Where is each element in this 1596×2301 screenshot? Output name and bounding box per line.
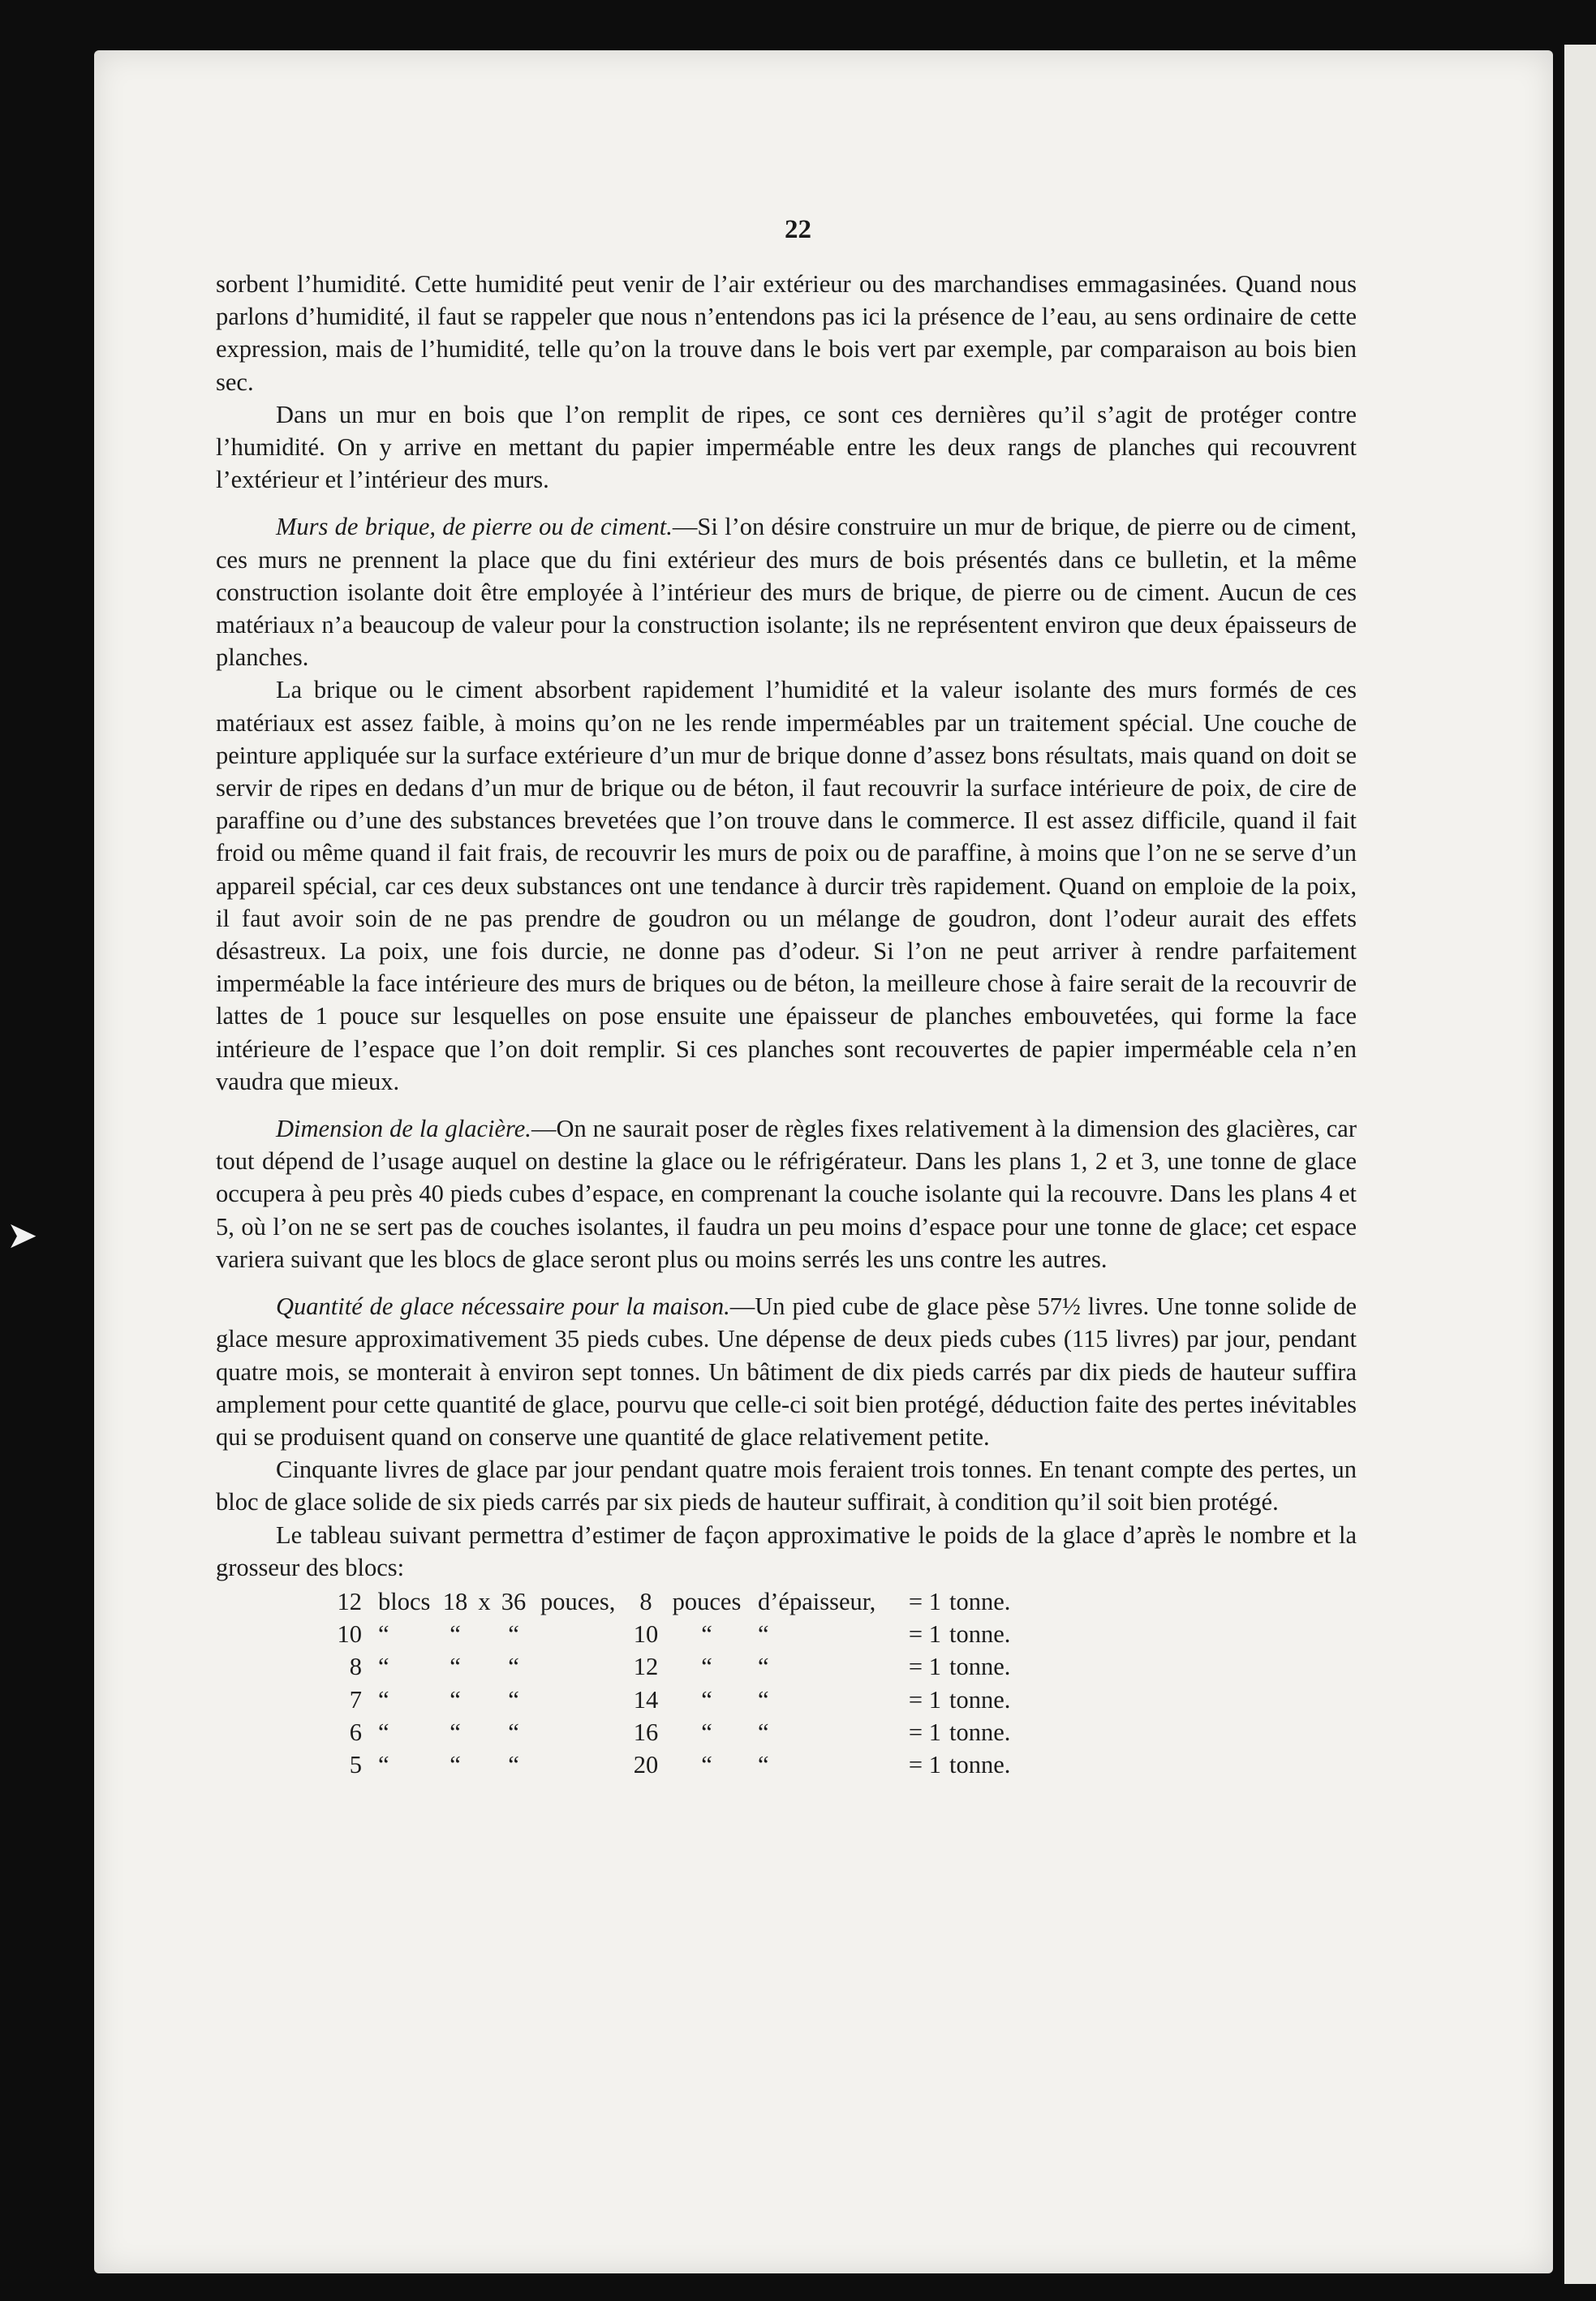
table-cell: 20 — [633, 1750, 659, 1778]
table-cell: tonne. — [949, 1718, 1011, 1746]
table-cell: = 1 — [908, 1620, 941, 1649]
paragraph-text: —On ne saurait poser de règles fixes relativement à la dimension des glacières, car tout dépend de l’usage auquel on destine la glace ou le réfrigérateur. Dans les plans 1, 2 et 3, une tonne de glace occupera à peu près 40 pieds cubes d’espace, en comprenant la couche isolante qui la recouvre. Dans les plans 4 et 5, où l’on ne se sert pas de couches isolantes, il faudra un peu moins d’espace pour une tonne de glace; cet espace variera suivant que les blocs de glace seront plus ou moins serrés les uns contre les autres. — [216, 1115, 1357, 1273]
paragraph-heading: Dimension de la glacière. — [276, 1115, 531, 1143]
table-cell: = 1 — [908, 1718, 941, 1746]
adjacent-page-edge — [1564, 45, 1596, 2284]
table-cell: “ — [450, 1620, 461, 1649]
table-cell — [475, 1684, 493, 1716]
table-cell: tonne. — [949, 1620, 1011, 1649]
table-cell: pouces, — [540, 1587, 616, 1615]
table-cell: 36 — [501, 1587, 527, 1615]
paragraph-text: Le tableau suivant permettra d’estimer de façon approximative le poids de la glace d’après le nombre et la grosseur des blocs: — [216, 1520, 1357, 1581]
table-row — [328, 1684, 1047, 1716]
table-cell: “ — [378, 1653, 389, 1681]
paragraph — [216, 1453, 1357, 1518]
ice-block-table — [328, 1585, 1047, 1781]
table-cell: “ — [758, 1718, 769, 1746]
table-cell: 10 — [337, 1620, 362, 1649]
table-cell: “ — [450, 1750, 461, 1778]
paragraph-heading: Murs de brique, de pierre ou de ciment. — [276, 513, 673, 541]
table-cell: “ — [758, 1750, 769, 1778]
table-cell: d’épaisseur, — [758, 1587, 876, 1615]
page-number: 22 — [785, 215, 811, 244]
table-cell: tonne. — [949, 1653, 1011, 1681]
body-text — [216, 268, 1357, 1781]
table-cell: 12 — [633, 1653, 659, 1681]
table-cell — [534, 1716, 630, 1748]
table-cell: “ — [758, 1685, 769, 1714]
table-cell: “ — [378, 1620, 389, 1649]
paragraph-text: —Un pied cube de glace pèse 57½ livres. Une tonne solide de glace mesure approximativement 35 pieds cubes. Une dépense de deux pieds cubes (115 livres) par jour, pendant quatre mois, se monterait à environ sept tonnes. Un bâtiment de dix pieds carrés par dix pieds de hauteur suffira amplement pour cette quantité de glace, pourvu que celle-ci soit bien protégé, déduction faite des pertes inévitables qui se produisent quand on conserve une quantité de glace relativement petite. — [216, 1292, 1357, 1451]
table-cell: “ — [758, 1653, 769, 1681]
table-row — [328, 1650, 1047, 1683]
table-cell: 14 — [633, 1685, 659, 1714]
table-cell: “ — [701, 1718, 712, 1746]
table-cell: “ — [701, 1750, 712, 1778]
paragraph — [216, 1290, 1357, 1453]
paragraph-text: Cinquante livres de glace par jour pendant quatre mois feraient trois tonnes. En tenant compte des pertes, un bloc de glace solide de six pieds carrés par six pieds de hauteur suffirait, à condition qu’il soit bien protégé. — [216, 1456, 1357, 1516]
paragraph-text: sorbent l’humidité. Cette humidité peut venir de l’air extérieur ou des marchandises emmagasinées. Quand nous parlons d’humidité, il faut se rappeler que nous n’entendons pas ici la présence de l’eau, au sens ordinaire de cette expression, mais de l’humidité, telle qu’on la trouve dans le bois vert par exemple, par comparaison au bois bien sec. — [216, 270, 1357, 396]
table-cell: “ — [701, 1653, 712, 1681]
table-cell: tonne. — [949, 1685, 1011, 1714]
paragraph-heading: Quantité de glace nécessaire pour la maison. — [276, 1292, 730, 1321]
table-row — [328, 1716, 1047, 1748]
table-cell — [475, 1748, 493, 1781]
table-cell: 18 — [442, 1587, 468, 1615]
paragraph — [216, 1112, 1357, 1275]
table-cell: 10 — [633, 1620, 659, 1649]
paragraph — [216, 510, 1357, 673]
paragraph — [216, 398, 1357, 497]
table-cell: “ — [508, 1718, 519, 1746]
table-row — [328, 1618, 1047, 1650]
table-cell: “ — [378, 1750, 389, 1778]
table-cell: blocs — [378, 1587, 431, 1615]
table-cell: “ — [701, 1685, 712, 1714]
table-row — [328, 1585, 1047, 1618]
table-cell: tonne. — [949, 1750, 1011, 1778]
scan-artifact-mark: ➤ — [6, 1215, 38, 1256]
table-cell — [475, 1716, 493, 1748]
table-cell: “ — [450, 1685, 461, 1714]
table-cell: “ — [508, 1620, 519, 1649]
table-cell: “ — [378, 1685, 389, 1714]
table-cell: = 1 — [908, 1750, 941, 1778]
table-cell: 5 — [349, 1750, 362, 1778]
table-cell — [534, 1684, 630, 1716]
table-cell: “ — [508, 1653, 519, 1681]
table-cell: pouces — [672, 1587, 742, 1615]
paragraph — [216, 1519, 1357, 1584]
table-cell: tonne. — [949, 1587, 1011, 1615]
table-cell: = 1 — [908, 1587, 941, 1615]
table-cell: “ — [508, 1685, 519, 1714]
paragraph — [216, 268, 1357, 398]
table-cell: “ — [450, 1653, 461, 1681]
paragraph-text: La brique ou le ciment absorbent rapidement l’humidité et la valeur isolante des murs formés de ces matériaux est assez faible, à moins qu’on ne les rende imperméables par un traitement spécial. Une couche de peinture appliquée sur la surface extérieure d’un mur de brique donne d’assez bons résultats, mais quand on doit se servir de ripes en dedans d’un mur de brique ou de béton, il faut recouvrir la surface intérieure de poix, de cire de paraffine ou d’une des substances brevetées que l’on trouve dans le commerce. Il est assez difficile, quand il fait froid ou même quand il fait frais, de recouvrir les murs de poix ou de paraffine, à moins que l’on ne se serve d’un appareil spécial, car ces deux substances ont une tendance à durcir très rapidement. Quand on emploie de la poix, il faut avoir soin de ne pas prendre de goudron ou un mélange de goudron, dont l’odeur aurait des effets désastreux. La poix, une fois durcie, ne donne pas d’odeur. Si l’on ne peut arriver à rendre parfaitement imperméable la face intérieure des murs de briques ou de béton, la meilleure chose à faire serait de la recouvrir de lattes de 1 pouce sur lesquelles on pose ensuite une épaisseur de planches embouvetées, qui forme la face intérieure de l’espace que l’on doit remplir. Si ces planches sont recouvertes de papier imperméable cela n’en vaudra que mieux. — [216, 676, 1357, 1095]
table-cell: “ — [508, 1750, 519, 1778]
paragraph — [216, 673, 1357, 1098]
table-cell — [534, 1650, 630, 1683]
table-cell: 8 — [639, 1587, 652, 1615]
table-cell: 8 — [349, 1653, 362, 1681]
table-cell: 12 — [337, 1587, 362, 1615]
table-cell: “ — [701, 1620, 712, 1649]
table-cell — [475, 1618, 493, 1650]
table-cell: x — [478, 1587, 491, 1615]
table-cell: “ — [378, 1718, 389, 1746]
table-cell: “ — [450, 1718, 461, 1746]
table-cell: = 1 — [908, 1653, 941, 1681]
table-cell: 7 — [349, 1685, 362, 1714]
table-row — [328, 1748, 1047, 1781]
table-cell: “ — [758, 1620, 769, 1649]
table-cell: = 1 — [908, 1685, 941, 1714]
paragraph-text: Dans un mur en bois que l’on remplit de ripes, ce sont ces dernières qu’il s’agit de protéger contre l’humidité. On y arrive en mettant du papier imperméable entre les deux rangs de planches qui recouvrent l’extérieur et l’intérieur des murs. — [216, 400, 1357, 494]
table-cell: 16 — [633, 1718, 659, 1746]
table-cell — [475, 1650, 493, 1683]
table-cell: 6 — [349, 1718, 362, 1746]
paragraph-text: —Si l’on désire construire un mur de brique, de pierre ou de ciment, ces murs ne prennent la place que du fini extérieur des murs de bois présentés dans ce bulletin, et la même construction isolante doit être employée à l’intérieur des murs de brique, de pierre ou de ciment. Aucun de ces matériaux n’a beaucoup de valeur pour la construction isolante; ils ne représentent environ que deux épaisseurs de planches. — [216, 513, 1357, 672]
table-cell — [534, 1748, 630, 1781]
table-cell — [534, 1618, 630, 1650]
